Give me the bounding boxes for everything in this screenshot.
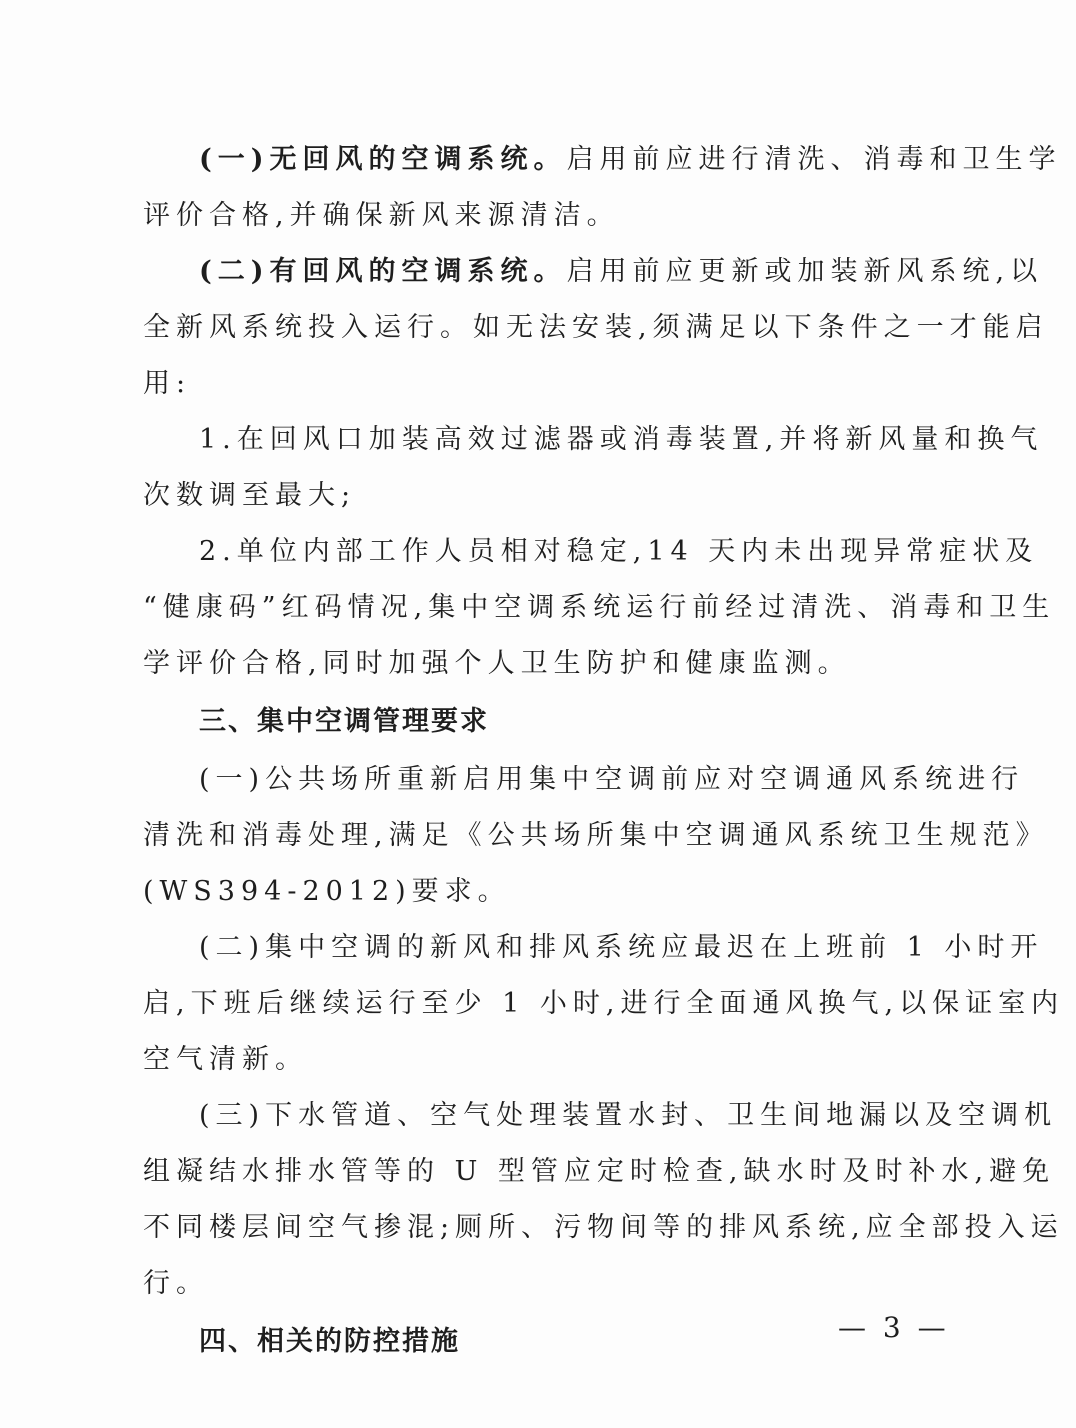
paragraph-line: 学评价合格,同时加强个人卫生防护和健康监测。 [143, 648, 851, 679]
paragraph-line: 全新风系统投入运行。如无法安装,须满足以下条件之一才能启 [143, 312, 1049, 343]
paragraph-line [143, 132, 1062, 188]
paragraph-line: 组凝结水排水管等的 U 型管应定时检查,缺水时及时补水,避免 [143, 1156, 1056, 1187]
document-body [143, 132, 1065, 1372]
paragraph-line: 2.单位内部工作人员相对稳定,14 天内未出现异常症状及 [199, 536, 1039, 567]
paragraph-line: 清洗和消毒处理,满足《公共场所集中空调通风系统卫生规范》 [143, 820, 1049, 851]
paragraph-line: 评价合格,并确保新风来源清洁。 [143, 200, 620, 231]
paragraph-text: 启用前应更新或加装新风系统,以 [566, 256, 1044, 287]
paragraph-line: 不同楼层间空气掺混;厕所、污物间等的排风系统,应全部投入运 [143, 1212, 1064, 1243]
paragraph-line: (二)集中空调的新风和排风系统应最迟在上班前 1 小时开 [199, 932, 1044, 963]
paragraph-lead: (二)有回风的空调系统。 [199, 256, 567, 287]
paragraph-line: 1.在回风口加装高效过滤器或消毒装置,并将新风量和换气 [199, 424, 1044, 455]
paragraph-line: (WS394-2012)要求。 [143, 876, 511, 907]
paragraph-line [143, 244, 1044, 300]
paragraph-line: 空气清新。 [143, 1044, 308, 1075]
paragraph-text: 启用前应进行清洗、消毒和卫生学 [566, 144, 1062, 175]
page-number: — 3 — [838, 1311, 950, 1344]
paragraph-line: (一)公共场所重新启用集中空调前应对空调通风系统进行 [199, 764, 1025, 795]
section-heading: 三、集中空调管理要求 [199, 706, 489, 737]
paragraph-line: 启,下班后继续运行至少 1 小时,进行全面通风换气,以保证室内 [143, 988, 1065, 1019]
paragraph-line: 行。 [143, 1268, 209, 1299]
paragraph-line: “健康码”红码情况,集中空调系统运行前经过清洗、消毒和卫生 [143, 592, 1056, 623]
paragraph-line: 用: [143, 368, 192, 399]
paragraph-line: 次数调至最大; [143, 480, 357, 511]
section-heading: 四、相关的防控措施 [199, 1326, 460, 1357]
paragraph-lead: (一)无回风的空调系统。 [199, 144, 567, 175]
paragraph-line: (三)下水管道、空气处理装置水封、卫生间地漏以及空调机 [199, 1100, 1058, 1131]
